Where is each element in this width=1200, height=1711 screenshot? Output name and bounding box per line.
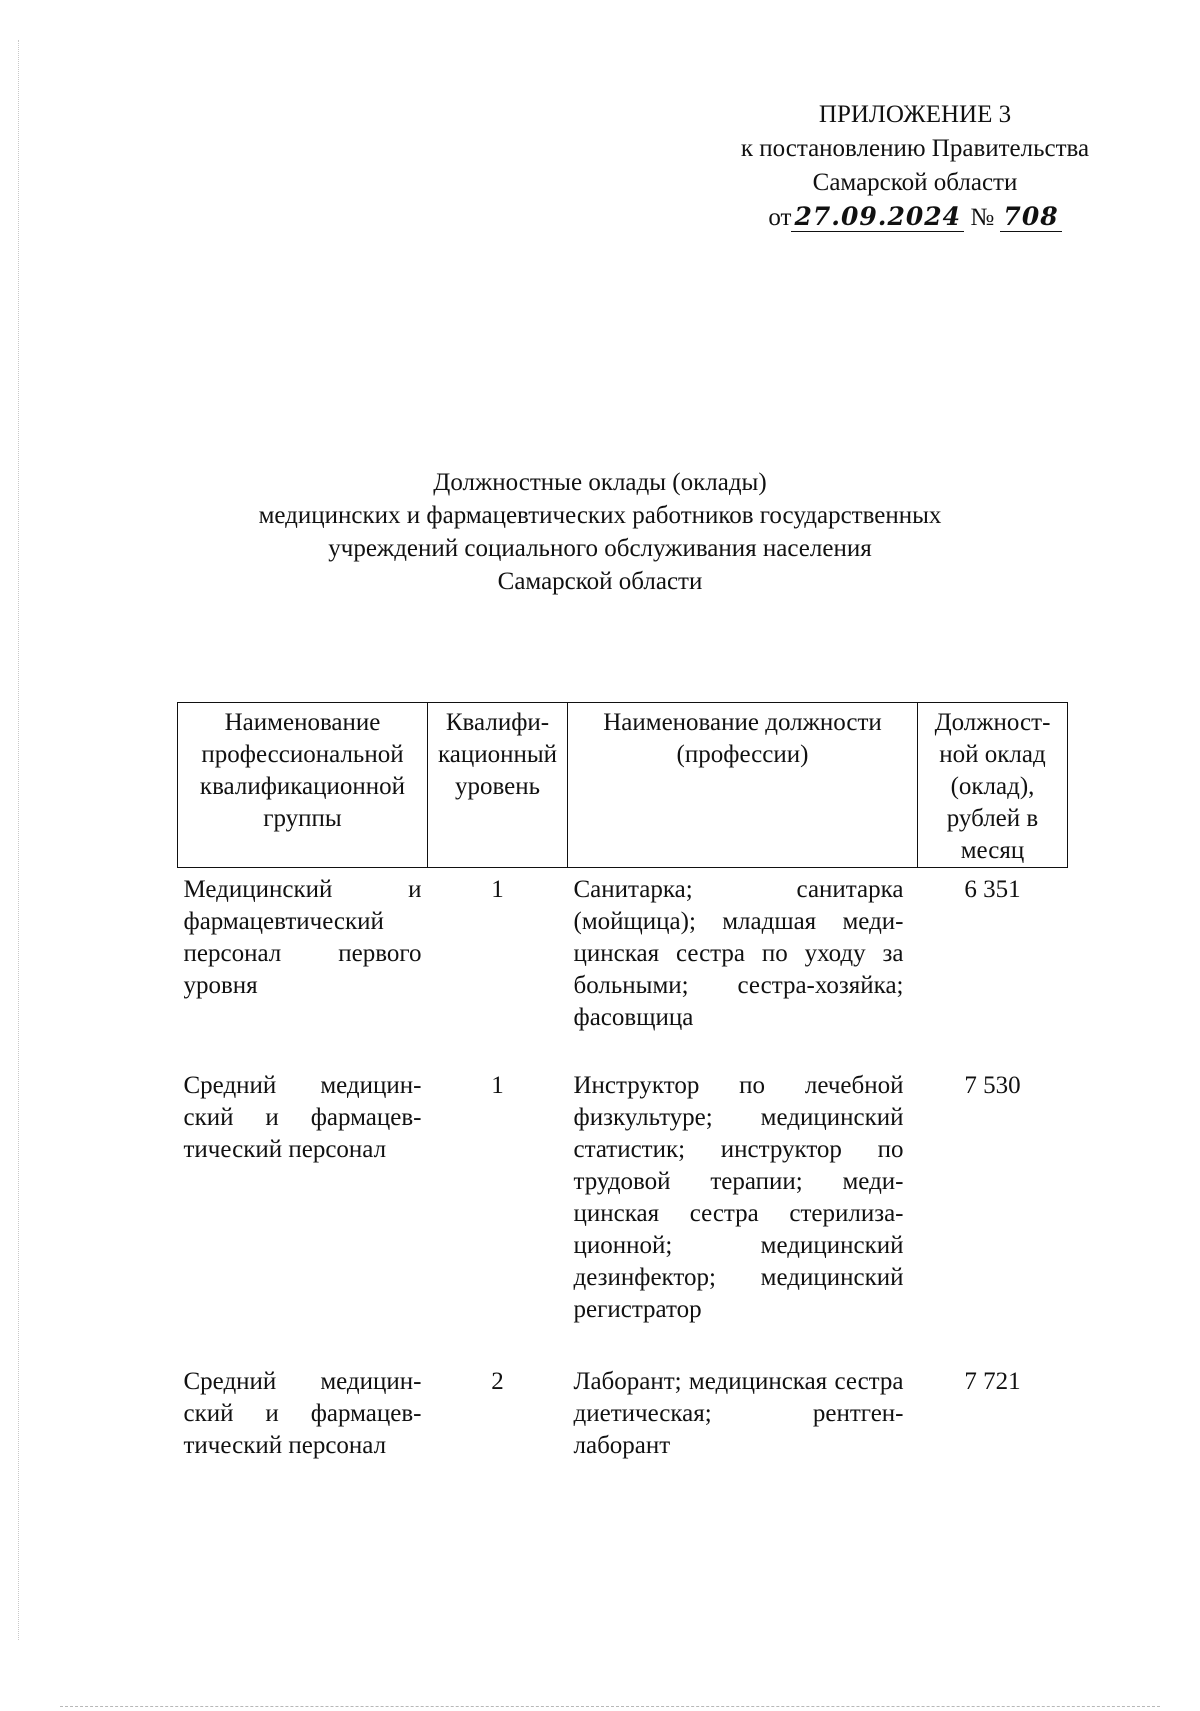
cell-salary: 7 721 [964,1368,1021,1395]
cell-group: Медицинский и фармацевтический персонал первого уровня [183,876,422,999]
cell-level: 1 [491,1072,504,1099]
appendix-date-number [700,200,1130,235]
header-position: Наименование должности (профессии) [568,703,918,868]
cell-level: 1 [491,876,504,903]
scan-edge-bottom [60,1706,1160,1707]
title-line-1: Должностные оклады (оклады) [433,469,767,496]
number-prefix: № [970,204,995,231]
cell-positions: Санитарка; санитарка (мойщица); младшая меди-цинская сестра по уходу за больными; сестра-хозяйка; фасовщица [573,876,904,1031]
cell-positions: Лаборант; медицинская сестра диетическая; рентген-лаборант [573,1368,904,1459]
cell-group: Средний медицин-ский и фармацев-тический персонал [183,1072,422,1163]
cell-salary: 6 351 [964,876,1021,903]
header-group: Наименование профессиональной квалификационной группы [178,703,428,868]
title-line-2: медицинских и фармацевтических работников государственных [258,502,942,529]
cell-salary: 7 530 [964,1072,1021,1099]
appendix-block [700,98,1130,235]
title-line-3: учреждений социального обслуживания населения [328,535,872,562]
handwritten-number: 708 [1000,202,1061,232]
table-row [178,1360,1068,1486]
header-salary: Должност-ной оклад (оклад), рублей в месяц [918,703,1068,868]
table-header-row [178,703,1068,868]
table-row [178,1064,1068,1360]
appendix-reference: к постановлению Правительства [740,135,1090,162]
cell-positions: Инструктор по лечебной физкультуре; медицинский статистик; инструктор по трудовой терапии; меди-цинская сестра стерилиза-ционной; медицинский дезинфектор; медицинский регистратор [573,1072,904,1323]
cell-level: 2 [491,1368,504,1395]
salary-table [177,702,1068,1486]
title-line-4: Самарской области [497,568,703,595]
handwritten-date: 27.09.2024 [791,202,964,232]
appendix-heading: ПРИЛОЖЕНИЕ 3 [818,101,1012,128]
document-title [150,466,1050,598]
scan-edge-left [18,40,21,1640]
header-level: Квалифи-кационный уровень [428,703,568,868]
appendix-region: Самарской области [812,169,1018,196]
date-prefix: от [768,204,792,231]
cell-group: Средний медицин-ский и фармацев-тический персонал [183,1368,422,1459]
table-row [178,868,1068,1065]
